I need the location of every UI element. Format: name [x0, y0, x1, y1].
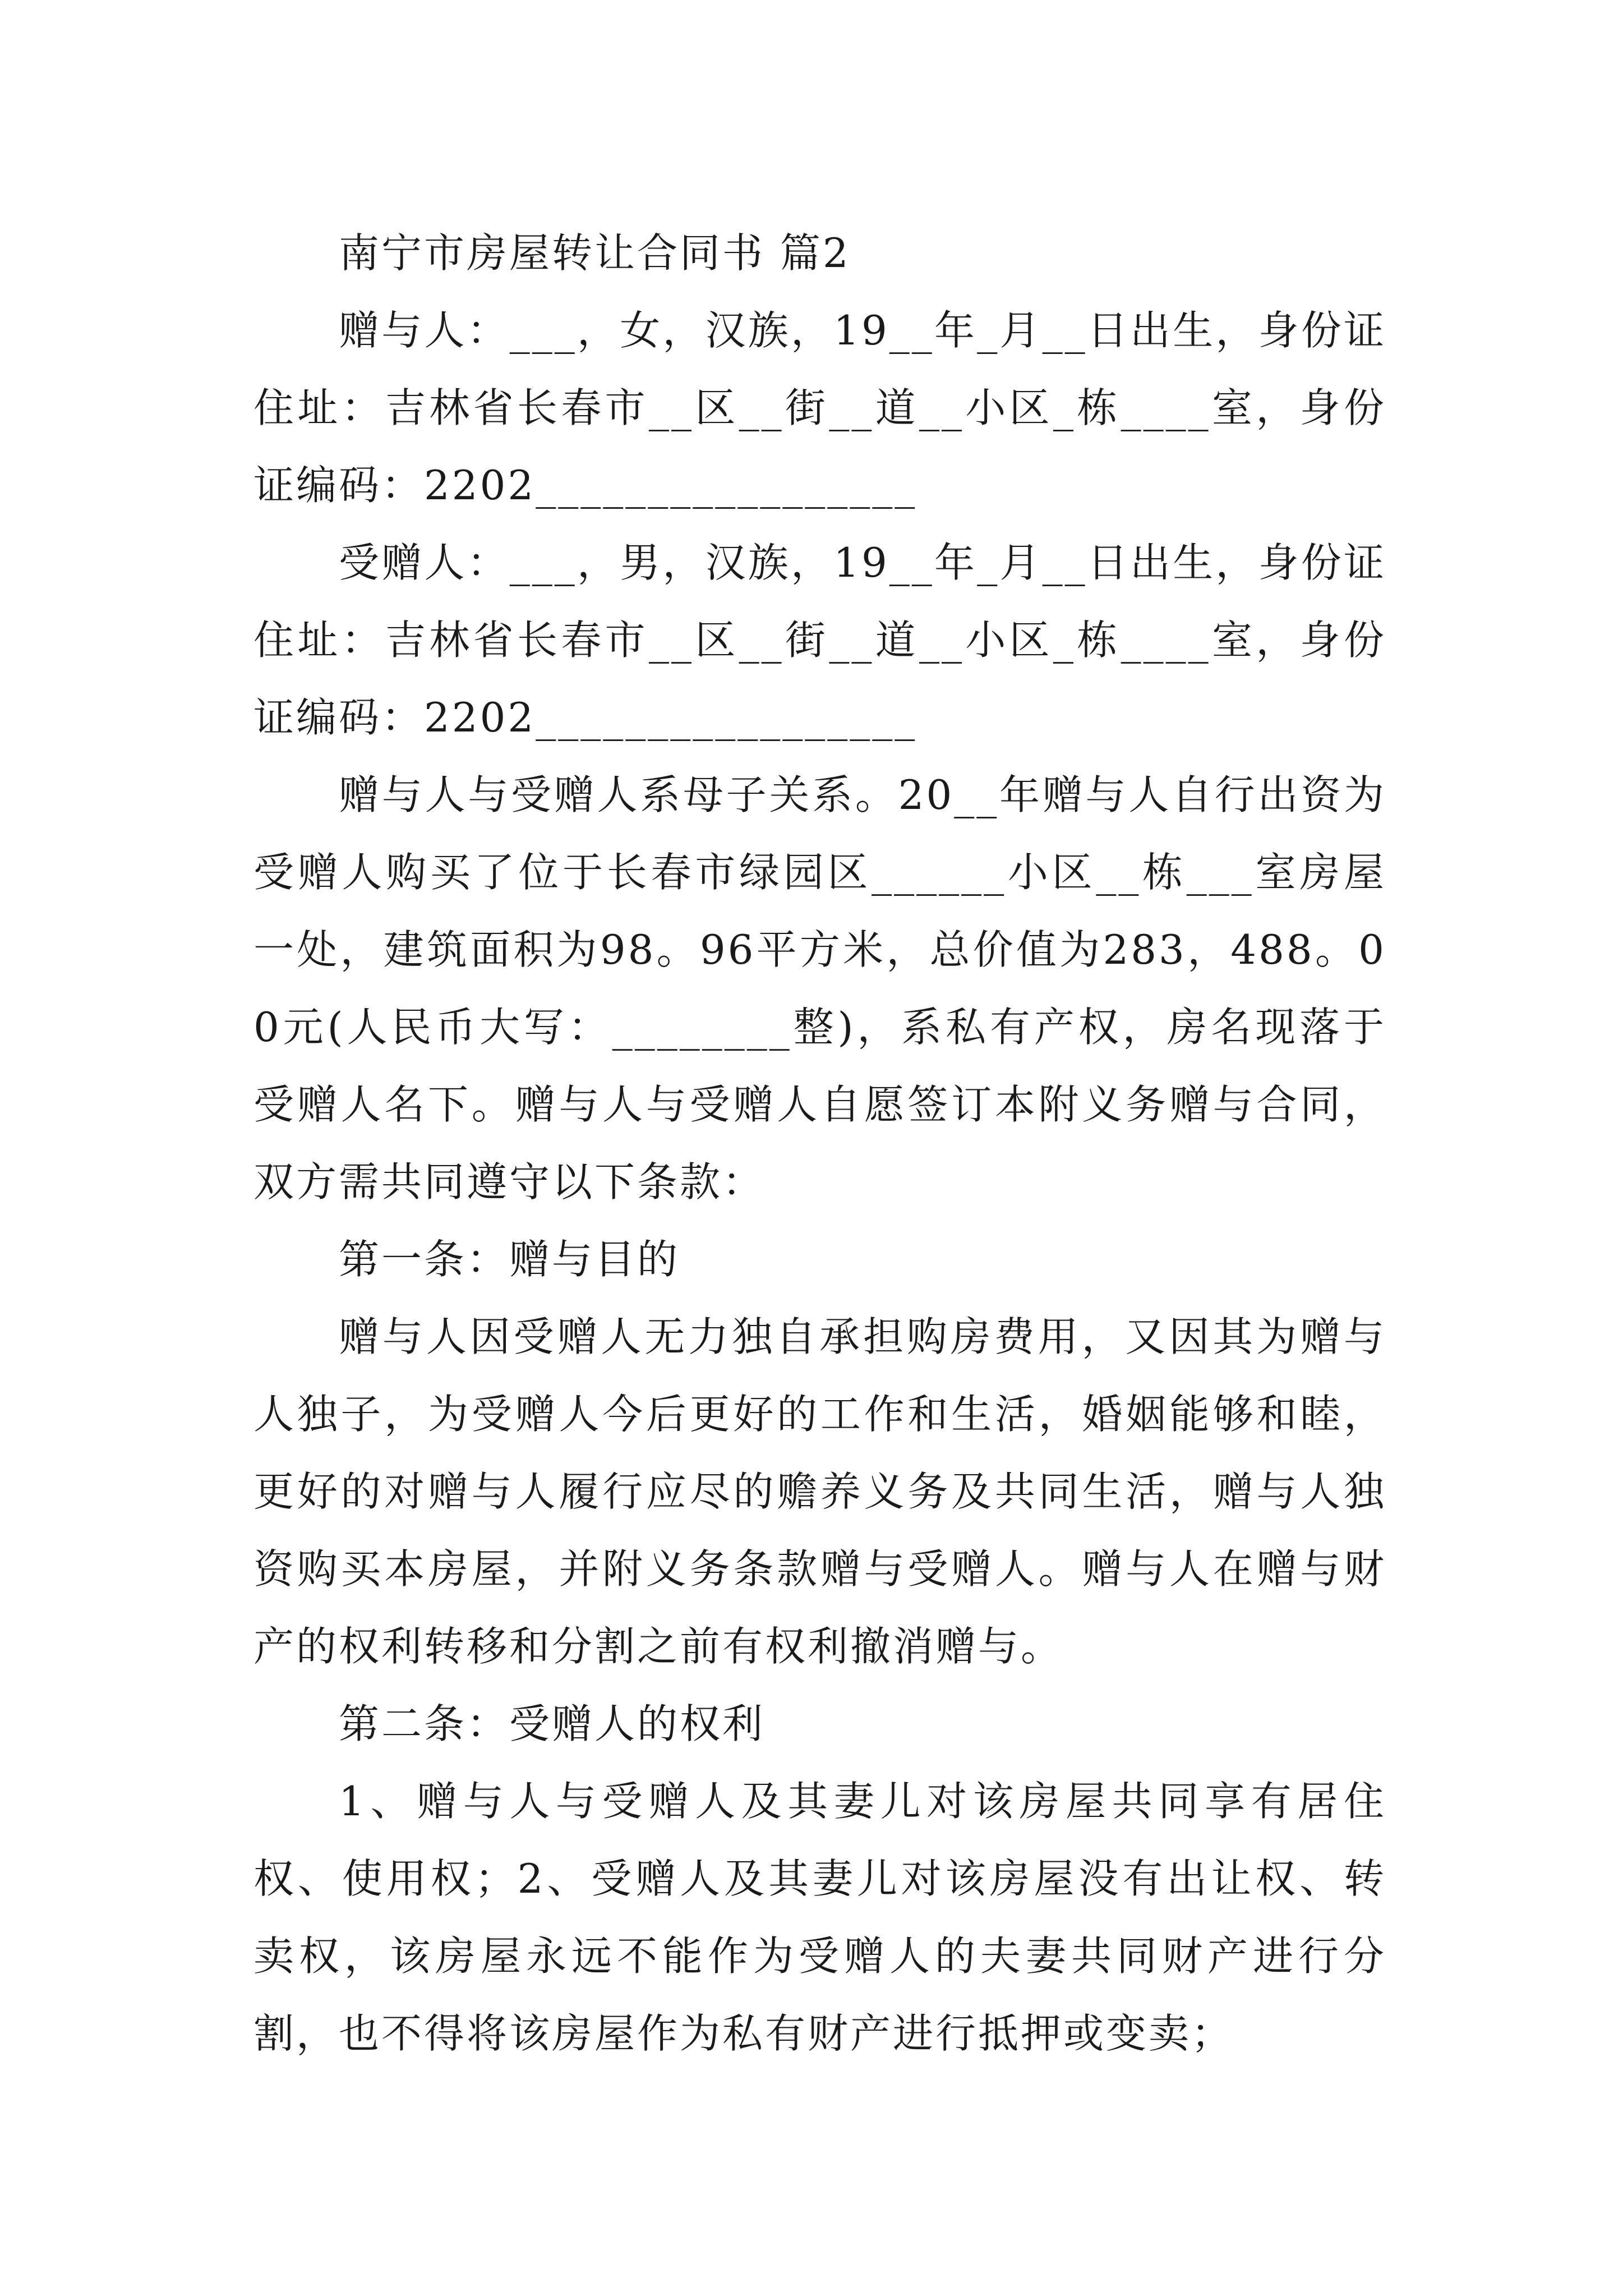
paragraph-article-2: 1、赠与人与受赠人及其妻儿对该房屋共同享有居住权、使用权；2、受赠人及其妻儿对该房屋没有出让权、转卖权，该房屋永远不能作为受赠人的夫妻共同财产进行分割，也不得将该房屋作为私有财产进行抵押或变卖； [253, 1778, 1386, 2057]
heading-article-2: 第二条：受赠人的权利 [339, 1700, 766, 1747]
paragraph-donee-info: 受赠人：___，男，汉族，19__年_月__日出生，身份证住址：吉林省长春市__区__街__道__小区_栋____室，身份证编码：2202_________________ [253, 539, 1386, 741]
paragraph-article-1: 赠与人因受赠人无力独自承担购房费用，又因其为赠与人独子，为受赠人今后更好的工作和生活，婚姻能够和睦，更好的对赠与人履行应尽的赡养义务及共同生活，赠与人独资购买本房屋，并附义务条款赠与受赠人。赠与人在赠与财产的权利转移和分割之前有权利撤消赠与。 [253, 1313, 1386, 1670]
document-title: 南宁市房屋转让合同书 篇2 [339, 229, 851, 277]
heading-article-1: 第一条：赠与目的 [339, 1236, 680, 1283]
paragraph-background: 赠与人与受赠人系母子关系。20__年赠与人自行出资为受赠人购买了位于长春市绿园区______小区__栋___室房屋一处，建筑面积为98。96平方米，总价值为283，488。00元(人民币大写：________整)，系私有产权，房名现落于受赠人名下。赠与人与受赠人自愿签订本附义务赠与合同，双方需共同遵守以下条款： [253, 771, 1386, 1205]
document-body [253, 214, 1386, 2072]
paragraph-donor-info: 赠与人：___，女，汉族，19__年_月__日出生，身份证住址：吉林省长春市__区__街__道__小区_栋____室，身份证编码：2202_________________ [253, 307, 1386, 509]
